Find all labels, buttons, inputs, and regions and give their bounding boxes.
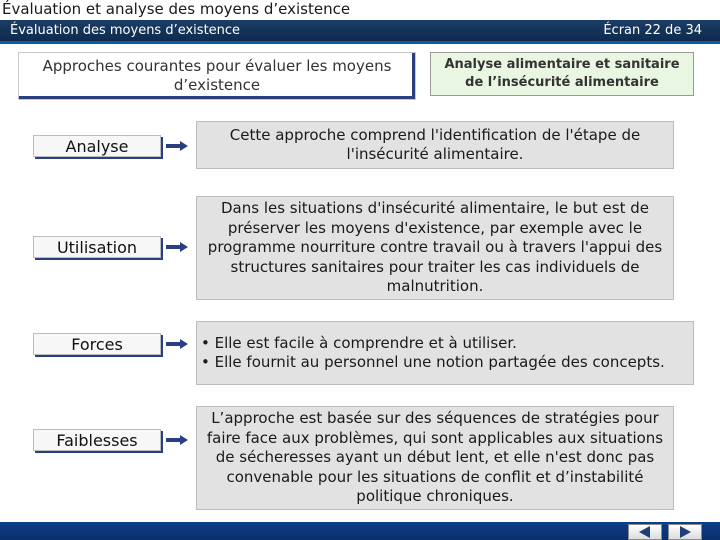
- approaches-heading-box: [18, 52, 416, 100]
- course-title: Évaluation et analyse des moyens d’existence: [0, 0, 720, 20]
- arrow-right-icon: [166, 435, 188, 445]
- row-description-utilisation: [196, 196, 674, 300]
- row-label-analyse: Analyse: [33, 135, 161, 157]
- previous-screen-button[interactable]: [628, 524, 662, 540]
- screen-counter: Écran 22 de 34: [603, 23, 702, 38]
- triangle-right-icon: [678, 526, 692, 538]
- approach-title-box: [430, 52, 694, 96]
- next-screen-button[interactable]: [668, 524, 702, 540]
- row-description-text: Cette approche comprend l'identification de l'étape de l'insécurité alimentaire.: [229, 125, 641, 163]
- arrow-right-icon: [166, 141, 188, 151]
- triangle-left-icon: [638, 526, 652, 538]
- row-description-text: • Elle est facile à comprendre et à utiliser. • Elle fournit au personnel une notion partagée des concepts.: [201, 333, 665, 371]
- header-bar: [0, 20, 720, 44]
- row-description-forces: [196, 321, 694, 385]
- approach-title: Analyse alimentaire et sanitaire de l’insécurité alimentaire: [444, 57, 680, 90]
- row-description-text: L’approche est basée sur des séquences de stratégies pour faire face aux problèmes, qui sont applicables aux situations de sécheresses ayant un début lent, et elle n'est donc pas convenable pour les situations de conflit et d’instabilité politique chroniques.: [206, 409, 664, 506]
- row-label-utilisation: Utilisation: [33, 236, 161, 258]
- bottom-bar: [0, 522, 720, 540]
- row-description-text: Dans les situations d'insécurité alimentaire, le but est de préserver les moyens d'existence, par exemple avec le programme nourriture contre travail ou à travers l'appui des structures sanitaires pour traiter les cas individuels de malnutrition.: [207, 199, 663, 296]
- row-label-faiblesses: Faiblesses: [33, 429, 161, 451]
- row-description-faiblesses: [196, 406, 674, 510]
- arrow-right-icon: [166, 242, 188, 252]
- arrow-right-icon: [166, 339, 188, 349]
- approaches-heading: Approches courantes pour évaluer les moyens d’existence: [42, 57, 392, 94]
- section-title: Évaluation des moyens d’existence: [10, 23, 241, 38]
- row-description-analyse: [196, 121, 674, 169]
- row-label-forces: Forces: [33, 333, 161, 355]
